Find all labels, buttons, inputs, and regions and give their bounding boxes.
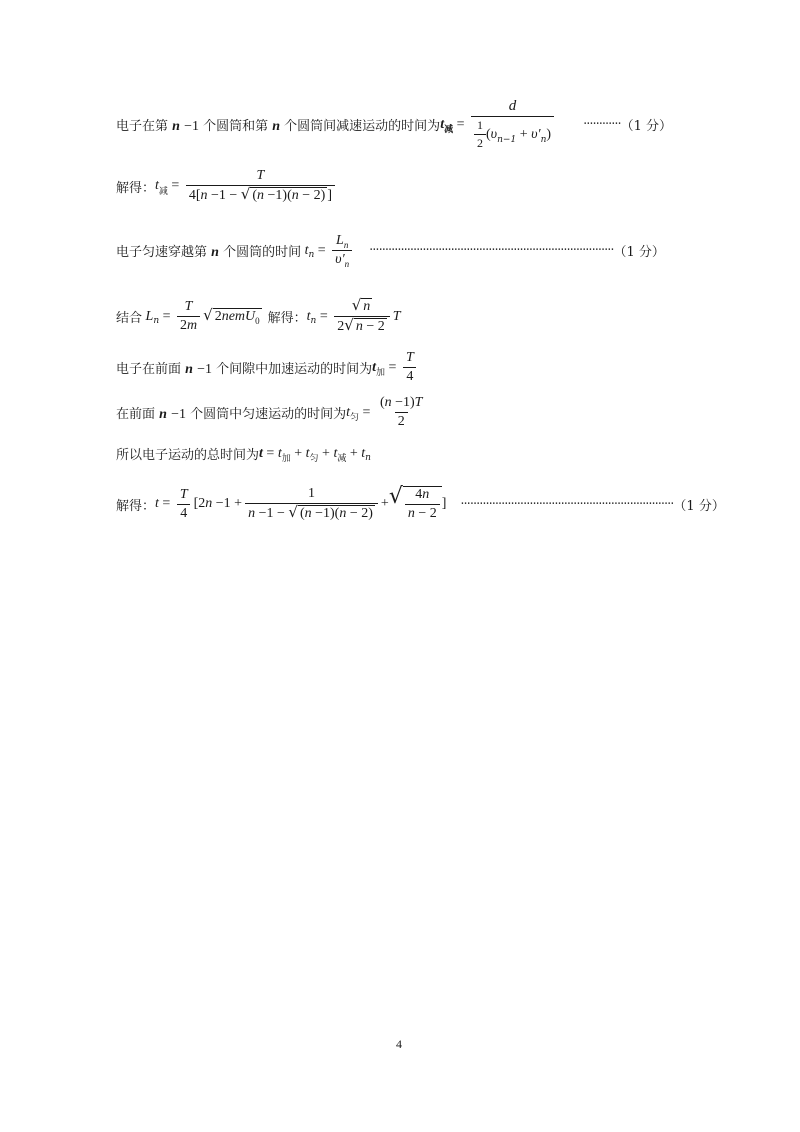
text-combine-label: 结合 <box>116 311 143 326</box>
score-label: （1 分） <box>673 498 725 514</box>
formula-t-decel: $t_减$ <box>440 116 454 134</box>
text-uniform-total-intro: 在前面 n −1 个圆筒中匀速运动的时间为 <box>116 406 347 422</box>
score-label: （1 分） <box>620 119 673 134</box>
fraction-uniform-total: $\frac{(n -1)T}{2}$ <box>379 395 423 429</box>
line-combine: 结合 L n = $\frac{T}{2m}$ √ 2nemU$_0$ 解得： t n = √ n 2 √ n − 2 T <box>116 296 401 334</box>
text-total-intro: 所以电子运动的总时间为 <box>116 448 260 463</box>
score-dots: ············ <box>583 117 621 132</box>
fraction-accel-time: $\frac{T}{4}$ <box>403 350 417 385</box>
line-final-solution: 解得： t = $\frac{T}{4}$ [2n −1 + 1 n −1 − √ (n −1)(n − 2) + √ $\frac{4n}{n - 2}$ ] ···································································· （1 分） <box>116 484 725 521</box>
line-decel-solution: 解得： t 减 = T 4[n −1 − √ (n −1)(n − 2) ] <box>116 168 338 204</box>
page-number: 4 <box>396 1037 402 1051</box>
line-uniform-time: 电子匀速穿越第 n 个圆筒的时间 t n = $\frac{L_n}{\upsilon'_n}$ ·············································································· （1 分） <box>116 233 665 269</box>
text-uniform-intro: 电子匀速穿越第 n 个圆筒的时间 <box>116 244 302 260</box>
fraction-uniform-time: $\frac{L_n}{\upsilon'_n}$ <box>332 233 352 268</box>
fraction-tn: √ n 2 √ n − 2 <box>334 298 389 335</box>
fraction-decel-solution: T 4[n −1 − √ (n −1)(n − 2) ] <box>186 168 335 204</box>
fraction-t-over-4: $\frac{T}{4}$ <box>177 487 191 522</box>
fraction-decel-time: d $\frac{1}{2}$ $(\upsilon_{n-1} + \upsilon'_n)$ <box>471 98 554 151</box>
line-total-time: 所以电子运动的总时间为 t = t 加 + t 匀 + t 减 + t n <box>116 445 371 464</box>
fraction-length: $\frac{T}{2m}$ <box>177 299 200 334</box>
line-decel-time: 电子在第 n −1 个圆筒和第 n 个圆筒间减速运动的时间为 $t_减$ = d $\frac{1}{2}$ $(\upsilon_{n-1} + \upsilon'_n)$ ············ （1 分） <box>116 98 673 150</box>
text-decel-intro: 电子在第 n −1 个圆筒和第 n 个圆筒间减速运动的时间为 <box>116 118 441 134</box>
text-accel-intro: 电子在前面 n −1 个间隙中加速运动的时间为 <box>116 361 373 377</box>
score-dots: ···································································· <box>460 496 674 512</box>
sqrt-energy: √ 2nemU$_0$ <box>203 306 260 326</box>
score-dots: ·············································································· <box>369 243 614 258</box>
text-solve-label: 解得： <box>116 180 156 196</box>
line-uniform-total: 在前面 n −1 个圆筒中匀速运动的时间为 t 匀 = $\frac{(n -1)T}{2}$ <box>116 395 428 430</box>
text-solve-label-2: 解得： <box>267 311 307 326</box>
text-solve-label-3: 解得： <box>116 498 156 514</box>
sqrt-final: √ $\frac{4n}{n - 2}$ <box>389 486 442 522</box>
score-label: （1 分） <box>613 245 665 260</box>
line-accel-time: 电子在前面 n −1 个间隙中加速运动的时间为 t 加 = $\frac{T}{4}$ <box>116 350 420 385</box>
fraction-final-term: 1 n −1 − √ (n −1)(n − 2) <box>245 486 378 522</box>
